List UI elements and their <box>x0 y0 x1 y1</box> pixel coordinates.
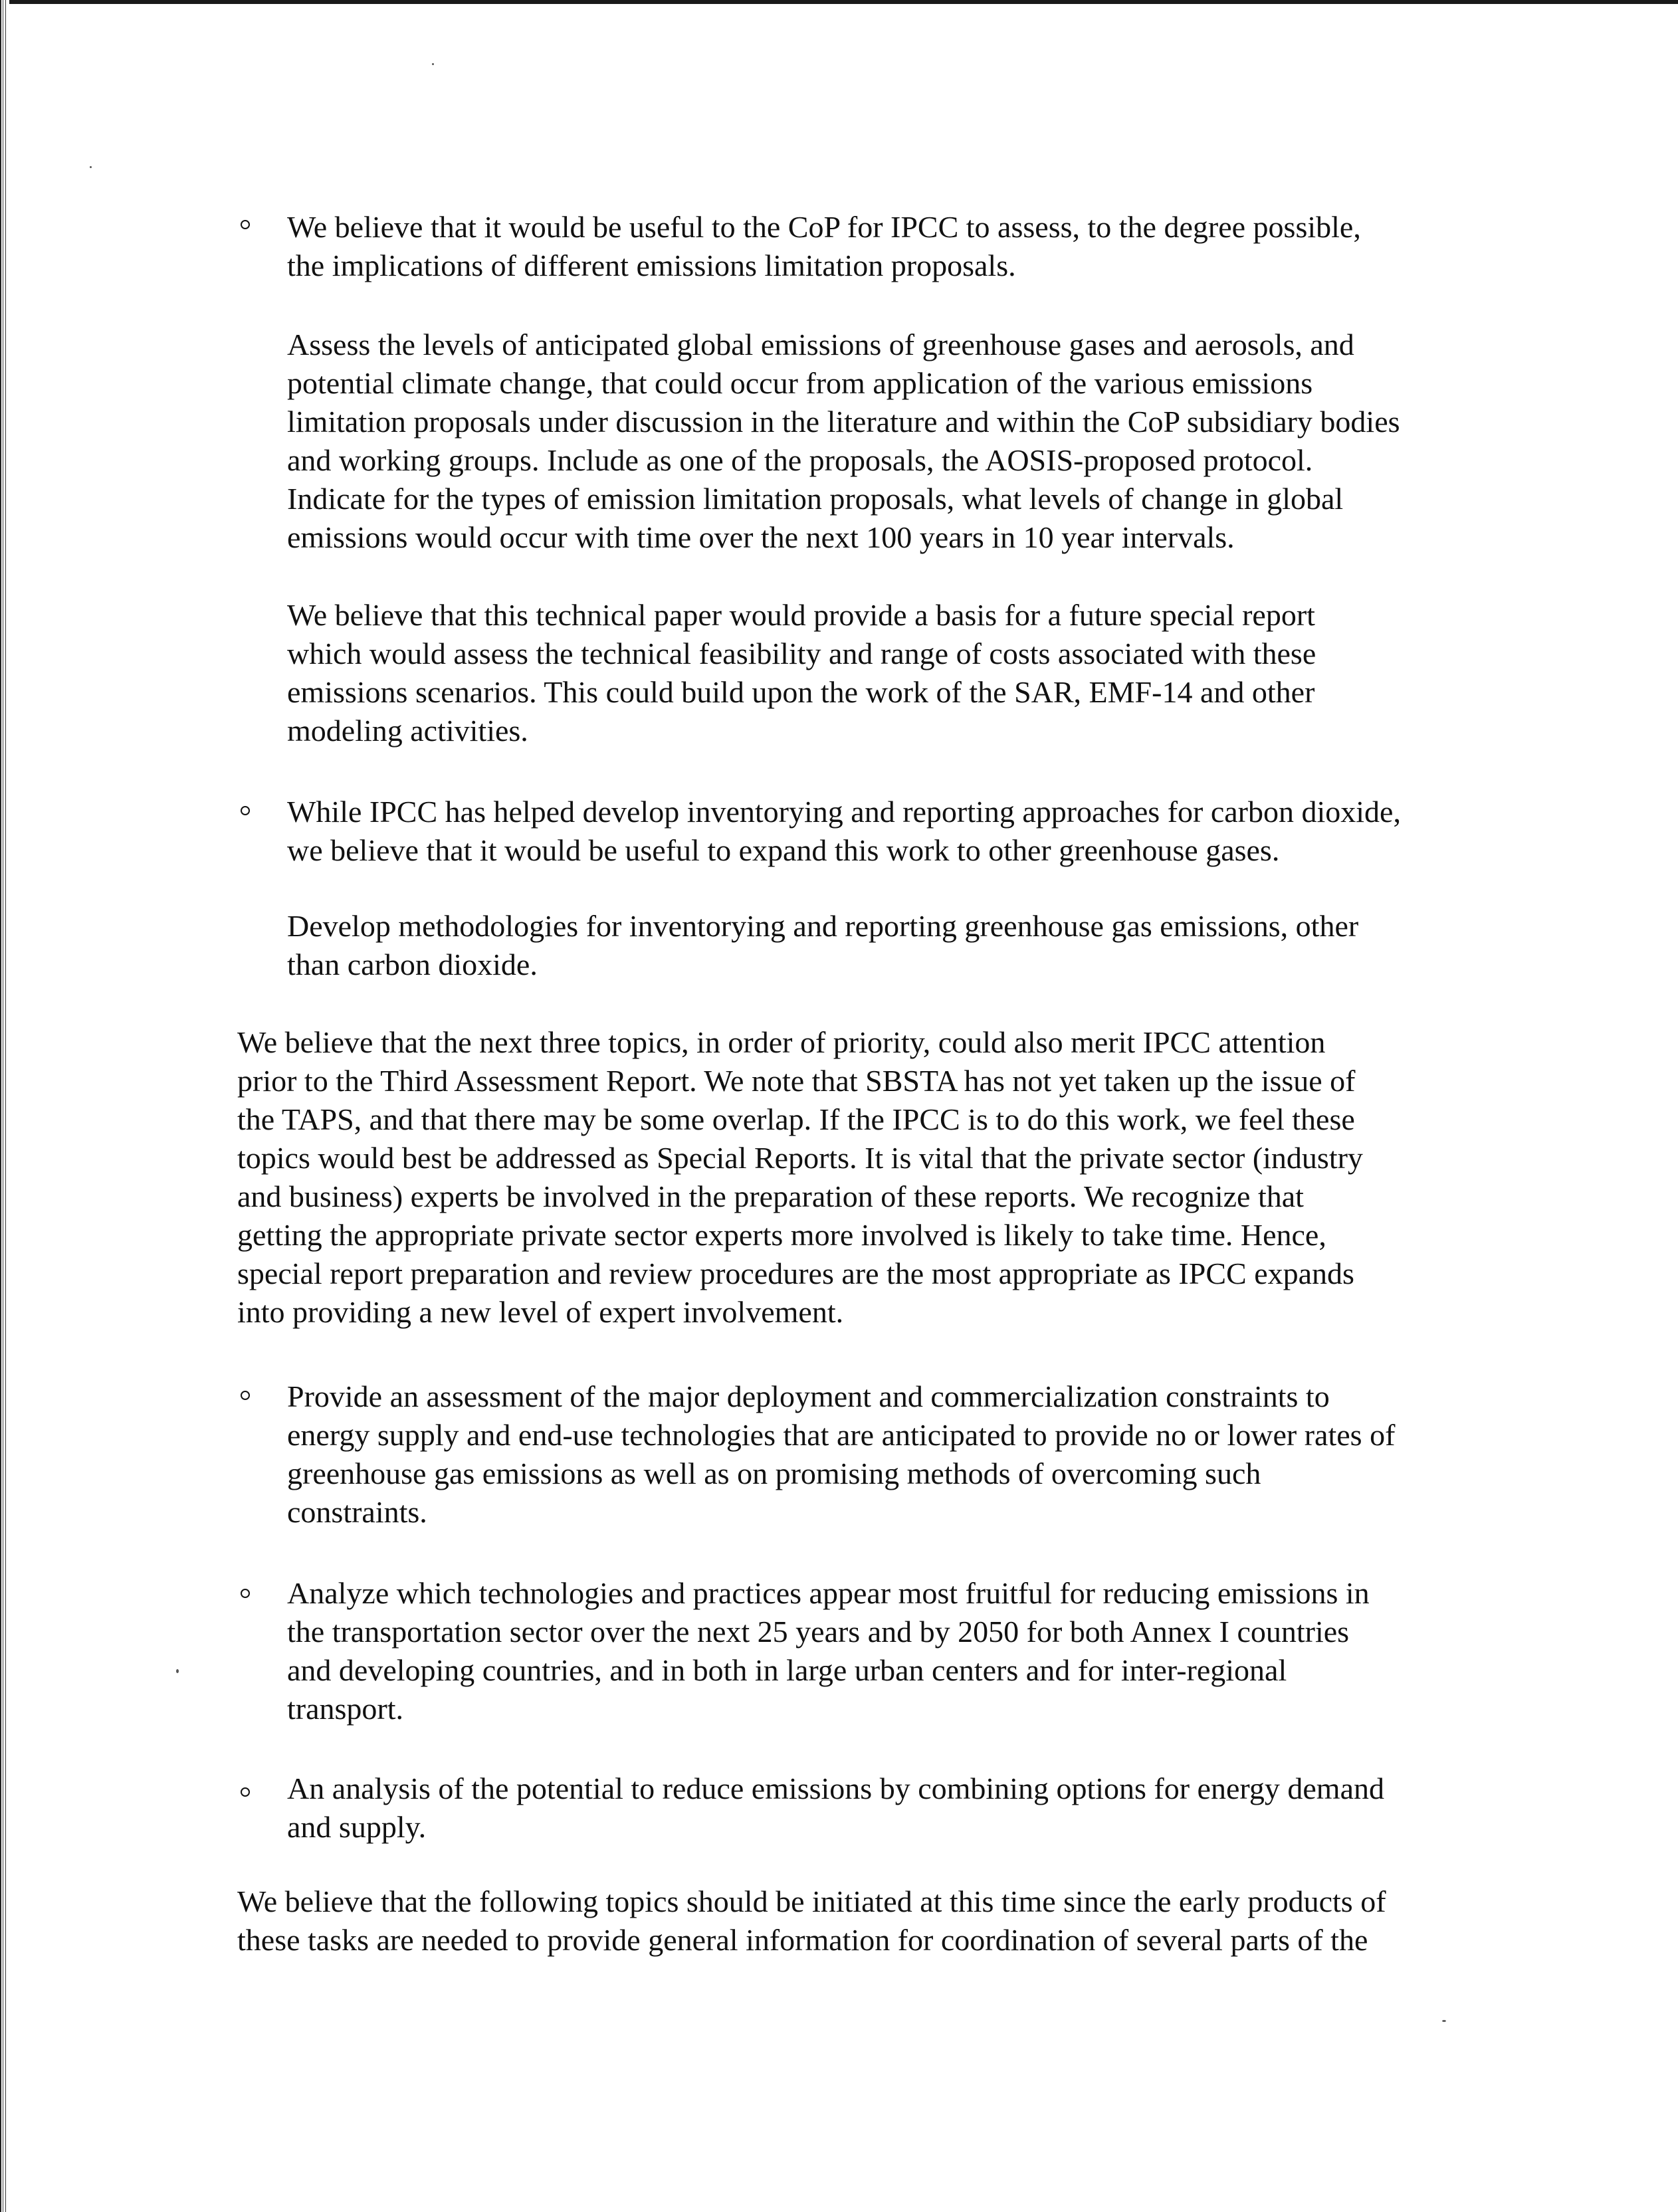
text-line: energy supply and end-use technologies that are anticipated to provide no or lower rates of <box>287 1418 1396 1452</box>
text-line: Develop methodologies for inventorying and reporting greenhouse gas emissions, other <box>287 909 1359 943</box>
text-line: these tasks are needed to provide general information for coordination of several parts of the <box>237 1923 1368 1957</box>
bullet-marker <box>241 1391 250 1400</box>
text-line: emissions scenarios. This could build upon the work of the SAR, EMF-14 and other <box>287 675 1315 709</box>
text-line: getting the appropriate private sector experts more involved is likely to take time. Hence, <box>237 1218 1326 1252</box>
text-line: We believe that this technical paper would provide a basis for a future special report <box>287 598 1315 632</box>
text-line: modeling activities. <box>287 714 528 748</box>
text-line: constraints. <box>287 1495 427 1529</box>
text-line: the transportation sector over the next 25 years and by 2050 for both Annex I countries <box>287 1615 1350 1649</box>
text-line: and business) experts be involved in the preparation of these reports. We recognize that <box>237 1179 1304 1213</box>
text-line: prior to the Third Assessment Report. We note that SBSTA has not yet taken up the issue of <box>237 1064 1356 1098</box>
text-line: topics would best be addressed as Special Reports. It is vital that the private sector (industry <box>237 1141 1363 1175</box>
bullet-marker <box>241 1787 250 1797</box>
text-line: special report preparation and review procedures are the most appropriate as IPCC expands <box>237 1257 1354 1290</box>
text-line: which would assess the technical feasibility and range of costs associated with these <box>287 637 1316 670</box>
text-line: the TAPS, and that there may be some overlap. If the IPCC is to do this work, we feel these <box>237 1102 1355 1136</box>
text-line: We believe that it would be useful to the CoP for IPCC to assess, to the degree possible, <box>287 210 1361 244</box>
text-line: and developing countries, and in both in large urban centers and for inter-regional <box>287 1653 1287 1687</box>
text-line: emissions would occur with time over the next 100 years in 10 year intervals. <box>287 520 1235 554</box>
text-line: Assess the levels of anticipated global emissions of greenhouse gases and aerosols, and <box>287 328 1354 361</box>
bullet-item-1 <box>287 208 1361 285</box>
text-line: An analysis of the potential to reduce emissions by combining options for energy demand <box>287 1771 1384 1805</box>
text-line: limitation proposals under discussion in the literature and within the CoP subsidiary bodies <box>287 405 1400 439</box>
text-line: Indicate for the types of emission limitation proposals, what levels of change in global <box>287 482 1344 516</box>
bullet-item-5 <box>287 1769 1384 1847</box>
bullet-marker <box>241 1589 250 1598</box>
bullet-marker <box>241 806 250 815</box>
text-line: and supply. <box>287 1810 427 1844</box>
text-line: We believe that the next three topics, in order of priority, could also merit IPCC attention <box>237 1025 1326 1059</box>
text-line: than carbon dioxide. <box>287 948 538 981</box>
text-line: While IPCC has helped develop inventorying and reporting approaches for carbon dioxide, <box>287 795 1401 829</box>
text-line: greenhouse gas emissions as well as on promising methods of overcoming such <box>287 1457 1261 1490</box>
text-line: into providing a new level of expert involvement. <box>237 1295 844 1329</box>
text-line: Provide an assessment of the major deployment and commercialization constraints to <box>287 1379 1330 1413</box>
bullet-item-2 <box>287 793 1401 870</box>
text-line: Analyze which technologies and practices appear most fruitful for reducing emissions in <box>287 1576 1370 1610</box>
bullet-marker <box>241 220 250 229</box>
paragraph-technical-paper <box>287 596 1316 750</box>
bullet-item-3 <box>287 1377 1395 1532</box>
paragraph-following-topics <box>237 1882 1386 1960</box>
bullet-item-4 <box>287 1574 1370 1728</box>
paragraph-next-topics <box>237 1023 1363 1332</box>
text-line: and working groups. Include as one of the proposals, the AOSIS-proposed protocol. <box>287 443 1313 477</box>
text-line: We believe that the following topics should be initiated at this time since the early products of <box>237 1884 1386 1918</box>
text-line: potential climate change, that could occur from application of the various emissions <box>287 366 1313 400</box>
paragraph-assess-levels <box>287 326 1400 557</box>
text-line: we believe that it would be useful to expand this work to other greenhouse gases. <box>287 833 1280 867</box>
text-line: the implications of different emissions limitation proposals. <box>287 249 1016 282</box>
paragraph-methodologies <box>287 907 1358 984</box>
text-line: transport. <box>287 1692 404 1726</box>
